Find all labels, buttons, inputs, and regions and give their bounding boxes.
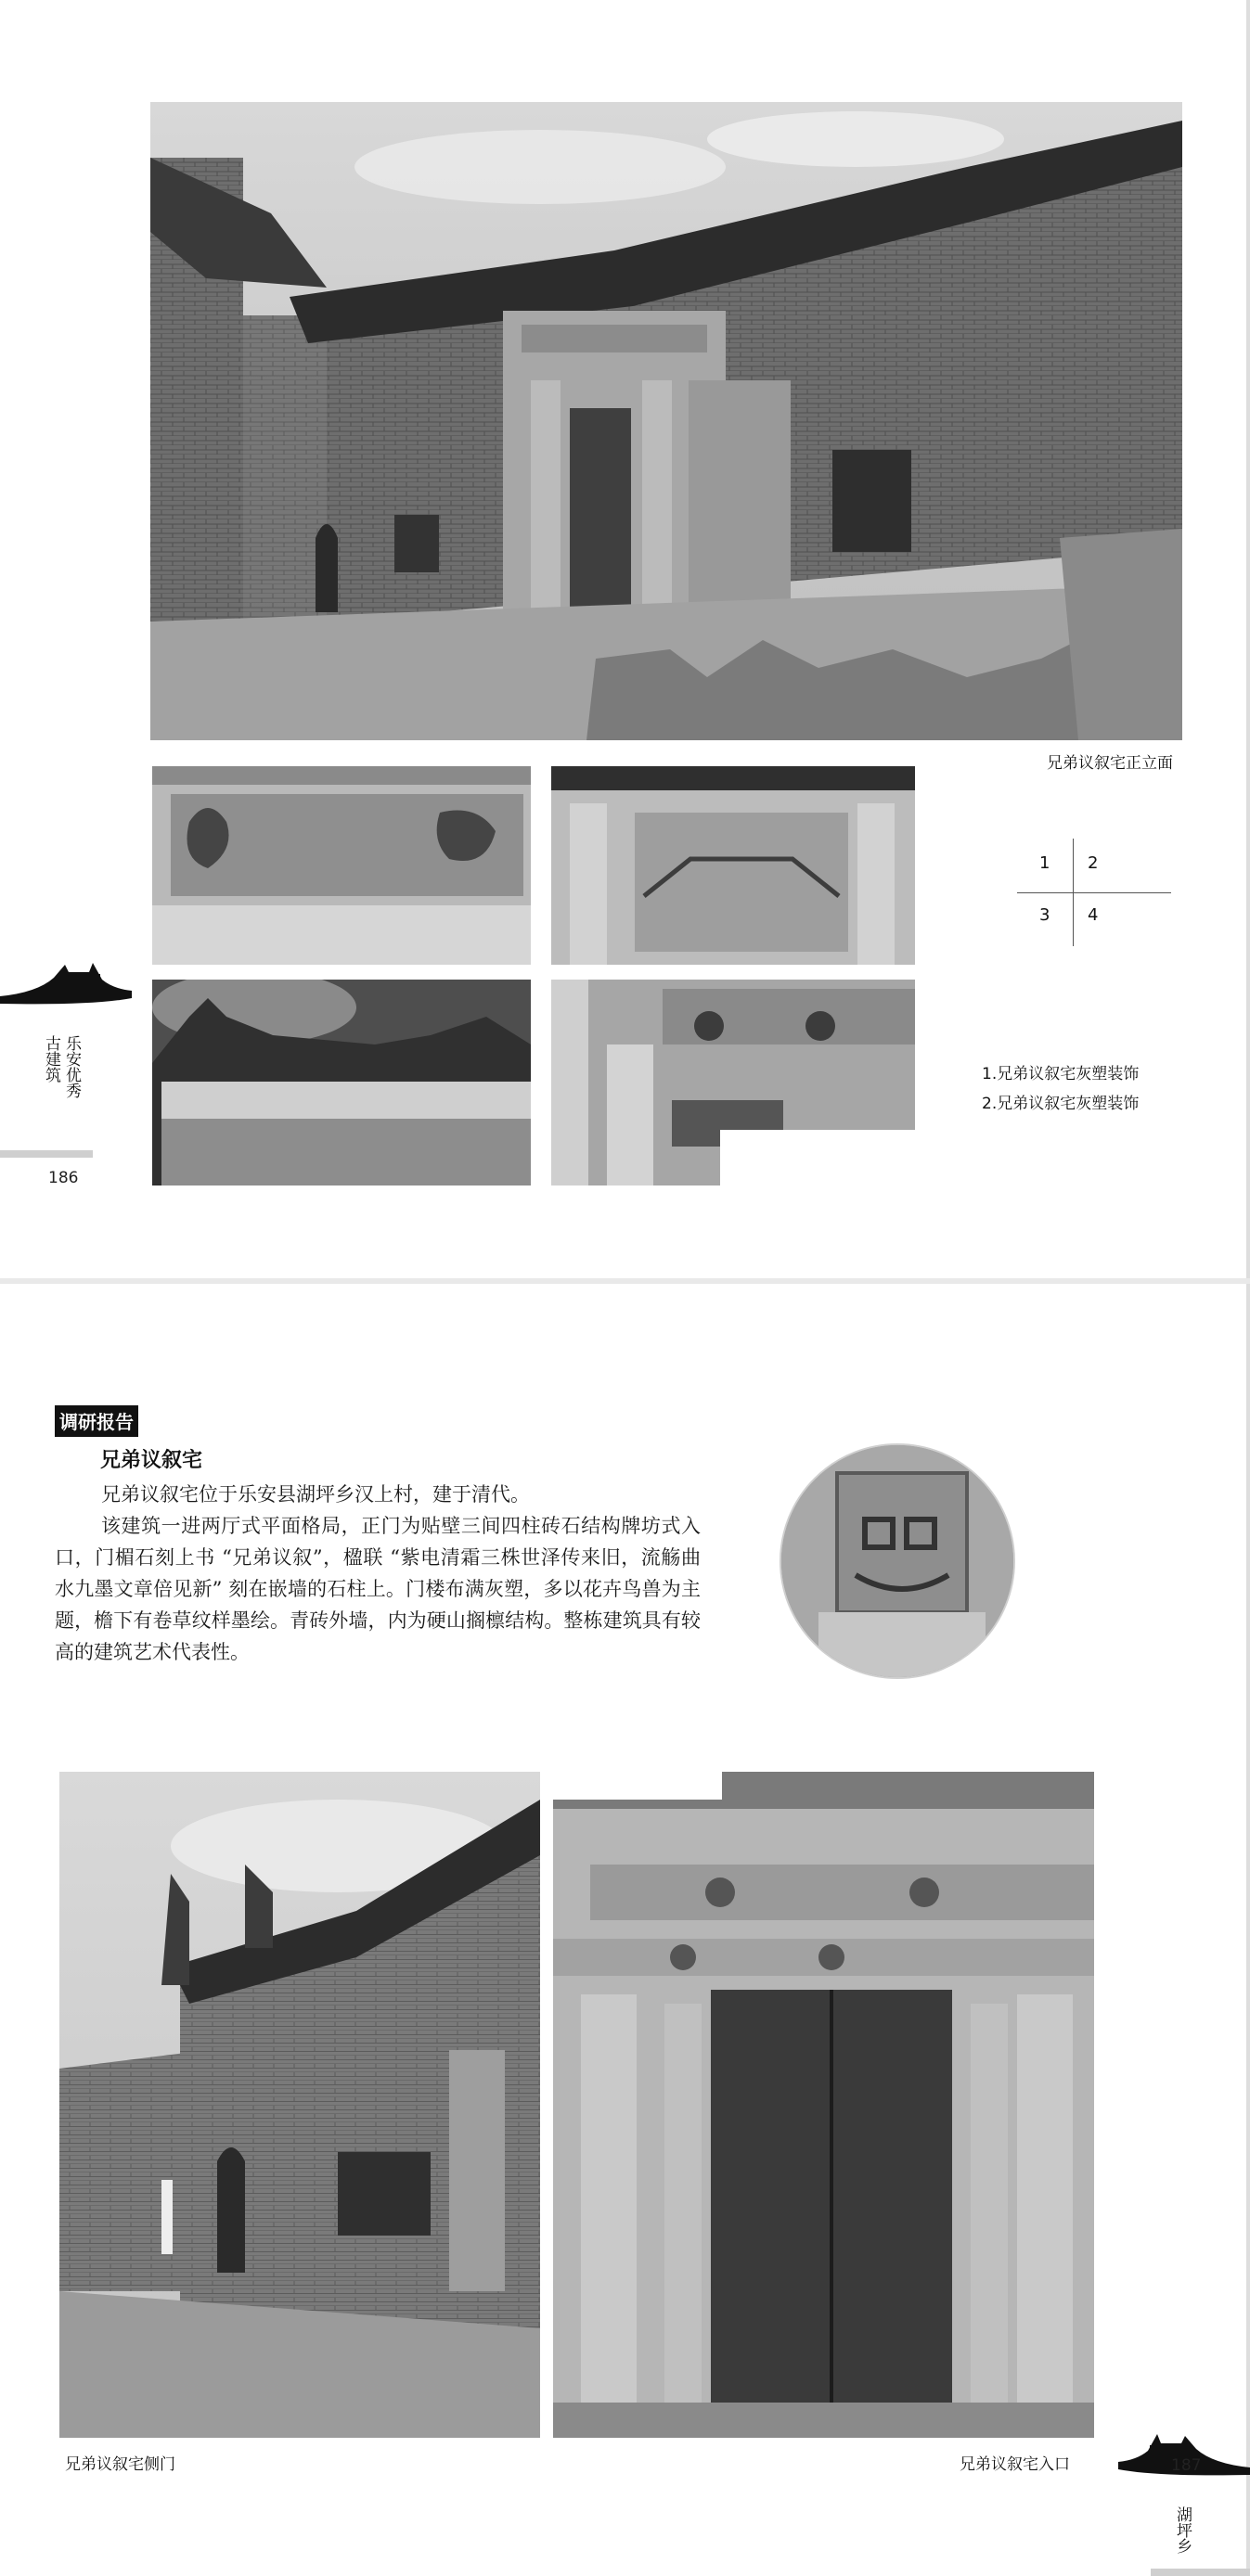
roofline-photo-3 [152, 980, 531, 1185]
page-edge [1246, 0, 1250, 1278]
key-label-4: 4 [1088, 905, 1099, 925]
side-tab-text: 湖坪乡 [1173, 2506, 1192, 2554]
page-186 [0, 0, 1250, 1278]
page-number-186: 186 [48, 1169, 79, 1187]
roof-silhouette-icon [0, 955, 139, 1006]
plaster-decoration-photo-2 [551, 766, 915, 965]
plaster-decoration-photo-1 [152, 766, 531, 965]
photo-position-key [1017, 839, 1171, 946]
side-tab-bar [0, 1150, 93, 1158]
facade-caption: 兄弟议叙宅正立面 [1047, 754, 1173, 773]
front-facade-photo [150, 102, 1182, 740]
report-title: 兄弟议叙宅 [100, 1448, 203, 1472]
side-tab-text-1: 乐安优秀 [62, 1035, 81, 1098]
report-body [55, 1479, 701, 1668]
key-horizontal-line [1017, 892, 1171, 893]
report-paragraph-2: 该建筑一进两厅式平面格局，正门为贴壁三间四柱砖石结构牌坊式入口，门楣石刻上书 “兄弟议叙”，楹联 “紫电清霜三株世泽传来旧，流觞曲水九墨文章倍见新” 刻在嵌墙的石柱上。门楼布满灰塑，多以花卉鸟兽为主题，檐下有卷草纹样墨绘。青砖外墙，内为硬山搁檩结构。整栋建筑具有较高的建筑艺术代表性。 [55, 1515, 701, 1663]
key-label-1: 1 [1039, 853, 1050, 873]
side-gate-photo [59, 1772, 540, 2438]
photo-notch [553, 1772, 722, 1800]
photo-gap-block [720, 1130, 915, 1185]
carved-brick-detail-photo [780, 1443, 1015, 1679]
photo-caption-item-1: 1.兄弟议叙宅灰塑装饰 [982, 1065, 1140, 1083]
photo-caption-list [982, 1059, 1195, 1119]
page-187 [0, 1284, 1250, 2576]
side-gate-caption: 兄弟议叙宅侧门 [65, 2455, 175, 2474]
side-tab-text-2: 古建筑 [42, 1035, 60, 1083]
key-label-3: 3 [1039, 905, 1050, 925]
section-tag: 调研报告 [55, 1405, 138, 1437]
page-edge [1246, 1284, 1250, 2576]
entrance-photo [553, 1772, 1094, 2438]
page-number-187: 187 [1171, 2456, 1202, 2475]
side-tab-bar [1151, 2569, 1250, 2576]
photo-caption-item-2: 2.兄弟议叙宅灰塑装饰 [982, 1095, 1140, 1113]
report-paragraph-1: 兄弟议叙宅位于乐安县湖坪乡汉上村，建于清代。 [101, 1483, 530, 1506]
key-label-2: 2 [1088, 853, 1099, 873]
entrance-caption: 兄弟议叙宅入口 [960, 2455, 1070, 2474]
